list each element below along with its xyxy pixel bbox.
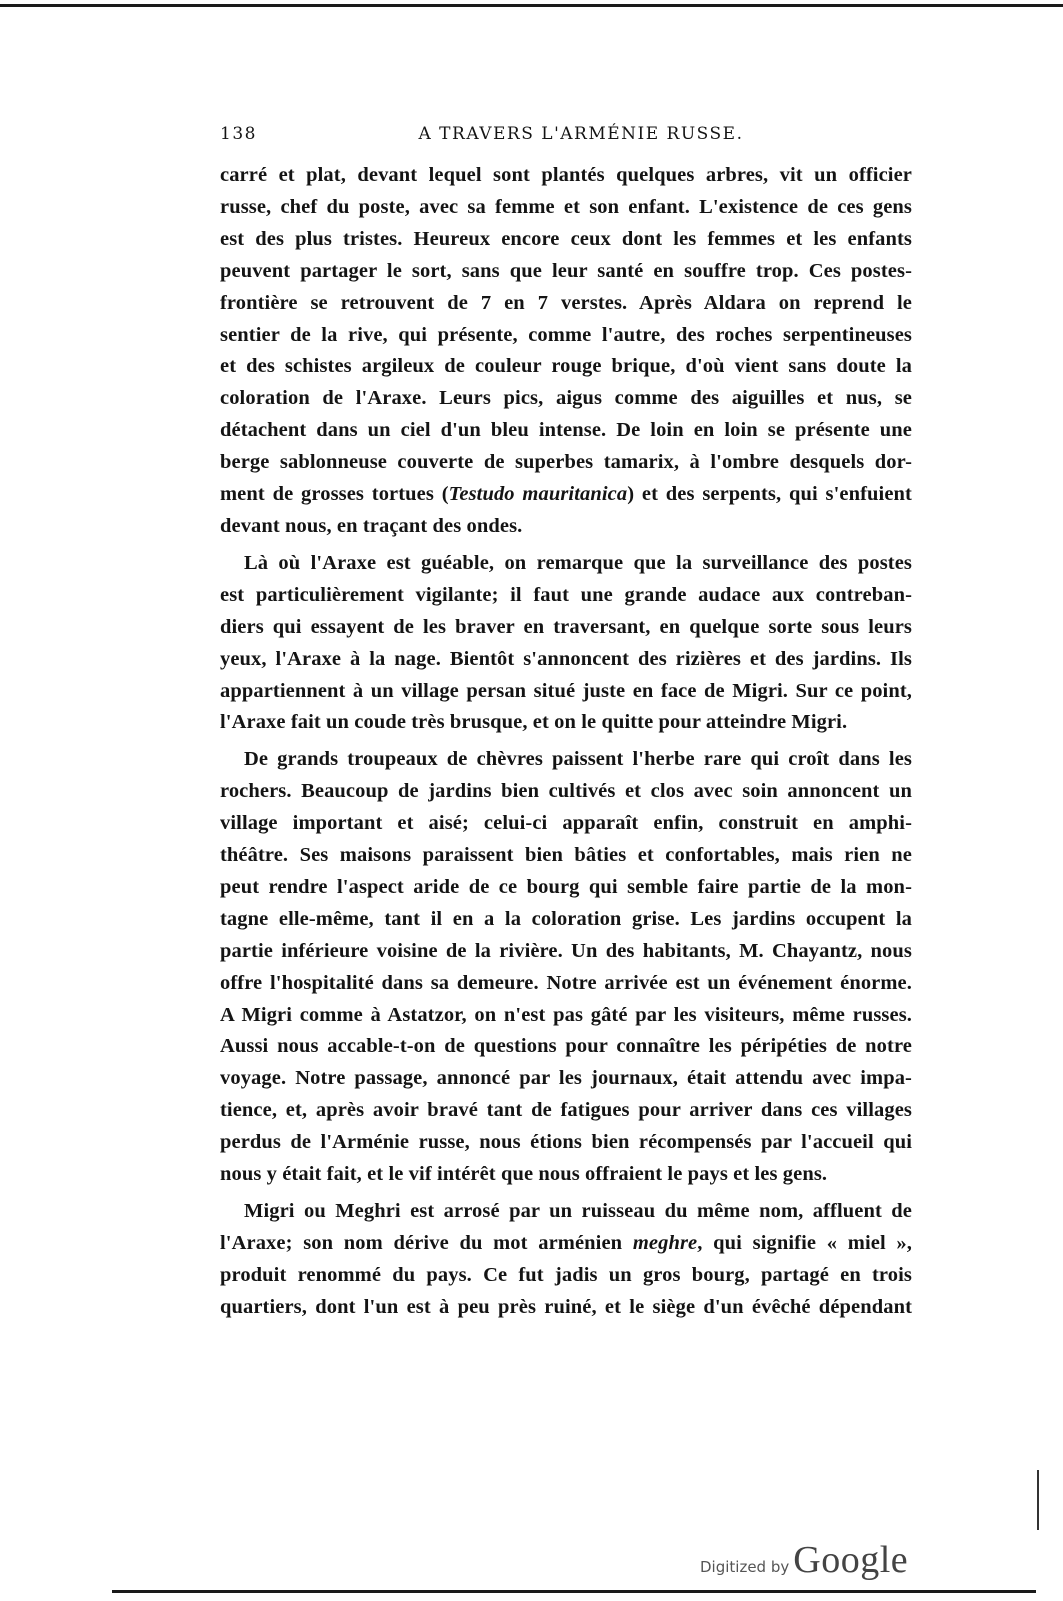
text-line: A Migri comme à Astatzor, on n'est pas gâté par les visiteurs, même russes. — [220, 1003, 912, 1026]
text-line: rochers. Beaucoup de jardins bien cultivés et clos avec soin annoncent un — [220, 780, 912, 803]
text-line: perdus de l'Arménie russe, nous étions bien récompensés par l'accueil qui — [220, 1131, 912, 1154]
bottom-border-rule — [112, 1590, 1036, 1593]
text-line: l'Araxe; son nom dérive du mot arménien meghre, qui signifie « miel », — [220, 1231, 912, 1254]
text-line: quartiers, dont l'un est à peu près ruiné, et le siège d'un évêché dépendant — [220, 1295, 912, 1318]
text-line: voyage. Notre passage, annoncé par les journaux, était attendu avec impa- — [220, 1067, 912, 1090]
paragraph — [220, 744, 912, 1191]
text-line: est des plus tristes. Heureux encore ceux dont les femmes et les enfants — [220, 227, 912, 250]
watermark-prefix: Digitized by — [700, 1558, 790, 1576]
text-line: yeux, l'Araxe à la nage. Bientôt s'annoncent des rizières et des jardins. Ils — [220, 647, 912, 670]
text-line: frontière se retrouvent de 7 en 7 verstes. Après Aldara on reprend le — [220, 291, 912, 314]
text-line: devant nous, en traçant des ondes. — [220, 514, 523, 537]
text-line: appartiennent à un village persan situé juste en face de Migri. Sur ce point, — [220, 679, 912, 702]
body-text — [220, 160, 912, 1324]
text-line: De grands troupeaux de chèvres paissent l'herbe rare qui croît dans les — [244, 748, 912, 771]
text-line: Aussi nous accable-t-on de questions pour connaître les péripéties de notre — [220, 1035, 912, 1058]
text-line: peut rendre l'aspect aride de ce bourg qui semble faire partie de la mon- — [220, 875, 912, 898]
digitized-by-google-watermark — [700, 1538, 909, 1581]
text-line: carré et plat, devant lequel sont plantés quelques arbres, vit un officier — [220, 164, 912, 186]
text-line: est particulièrement vigilante; il faut une grande audace aux contreban- — [220, 583, 912, 606]
page-number: 138 — [220, 124, 257, 144]
text-line: berge sablonneuse couverte de superbes tamarix, à l'ombre desquels dor- — [220, 451, 912, 474]
text-line: partie inférieure voisine de la rivière. Un des habitants, M. Chayantz, nous — [220, 939, 912, 962]
text-line: coloration de l'Araxe. Leurs pics, aigus comme des aiguilles et nus, se — [220, 387, 912, 410]
paragraph — [220, 548, 912, 739]
text-line: village important et aisé; celui-ci apparaît enfin, construit en amphi- — [220, 812, 912, 835]
text-line: l'Araxe fait un coude très brusque, et on le quitte pour atteindre Migri. — [220, 711, 848, 734]
text-line: théâtre. Ses maisons paraissent bien bâties et confortables, mais rien ne — [220, 844, 912, 867]
text-line: tience, et, après avoir bravé tant de fatigues pour arriver dans ces villages — [220, 1099, 912, 1122]
scan-edge-mark — [1037, 1470, 1039, 1530]
top-border-rule — [0, 4, 1063, 7]
paragraph — [220, 1196, 912, 1324]
page-header — [220, 124, 912, 148]
text-line: nous y était fait, et le vif intérêt que nous offraient le pays et les gens. — [220, 1163, 828, 1186]
text-line: Là où l'Araxe est guéable, on remarque que la surveillance des postes — [244, 551, 912, 574]
text-line: offre l'hospitalité dans sa demeure. Notre arrivée est un événement énorme. — [220, 971, 912, 994]
text-line: peuvent partager le sort, sans que leur santé en souffre trop. Ces postes- — [220, 259, 912, 282]
text-line: produit renommé du pays. Ce fut jadis un gros bourg, partagé en trois — [220, 1263, 912, 1286]
paragraph — [220, 160, 912, 543]
text-line: détachent dans un ciel d'un bleu intense. De loin en loin se présente une — [220, 419, 912, 442]
running-title: A TRAVERS L'ARMÉNIE RUSSE. — [418, 124, 744, 144]
text-line: tagne elle-même, tant il en a la coloration grise. Les jardins occupent la — [220, 907, 912, 930]
text-line: et des schistes argileux de couleur rouge brique, d'où vient sans doute la — [220, 355, 912, 378]
text-line: ment de grosses tortues (Testudo mauritanica) et des serpents, qui s'enfuient — [220, 483, 912, 506]
text-line: sentier de la rive, qui présente, comme l'autre, des roches serpentineuses — [220, 323, 912, 346]
text-line: diers qui essayent de les braver en traversant, en quelque sorte sous leurs — [220, 615, 912, 638]
text-line: russe, chef du poste, avec sa femme et son enfant. L'existence de ces gens — [220, 195, 912, 218]
google-logo: Google — [793, 1539, 909, 1581]
text-line: Migri ou Meghri est arrosé par un ruisseau du même nom, affluent de — [244, 1200, 912, 1222]
